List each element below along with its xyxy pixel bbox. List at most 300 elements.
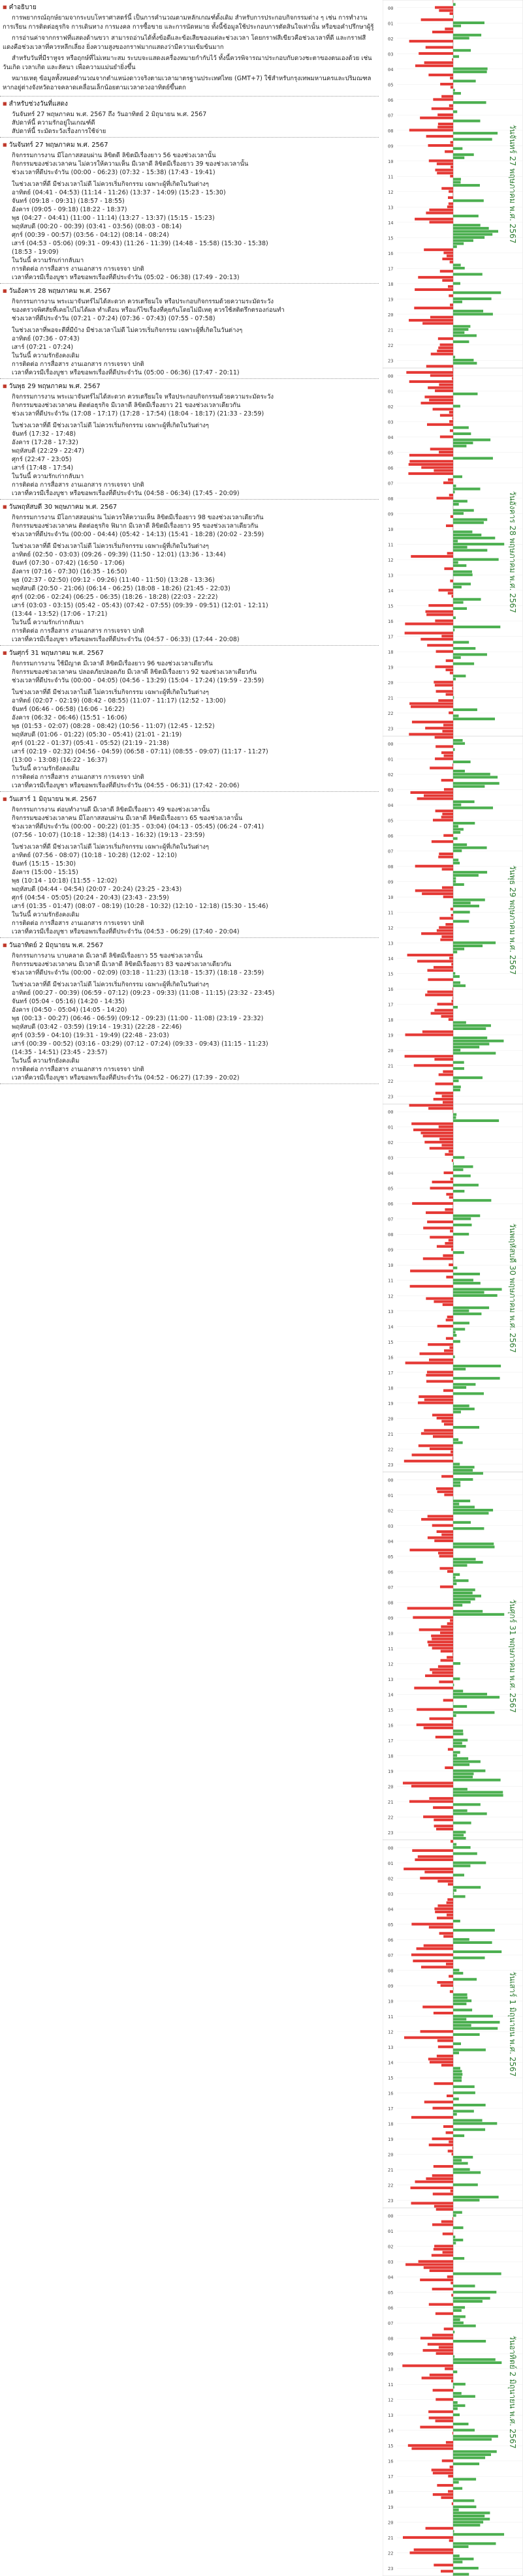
hour-tick-label: 16	[388, 250, 394, 256]
value-bar	[449, 294, 453, 297]
value-bar	[448, 2475, 453, 2478]
value-bar	[425, 1674, 453, 1677]
value-bar	[453, 1512, 488, 1515]
value-bar	[429, 399, 453, 401]
hour-tick-label: 17	[388, 1370, 394, 1376]
value-bar	[453, 491, 455, 493]
hour-tick-label: 14	[388, 2428, 394, 2434]
value-bar	[453, 2042, 461, 2045]
value-bar	[453, 22, 484, 24]
day-detail-line: อาทิตย์ (02:50 - 03:03) (09:26 - 09:39) (11:50 - 12:01) (13:36 - 13:44)	[12, 551, 226, 558]
day-detail-line: การติดต่อ การสื่อสาร งานเอกสาร การเจรจา ปกติ	[12, 774, 144, 781]
value-bar	[453, 975, 460, 978]
value-bar	[453, 945, 483, 947]
value-bar	[453, 2521, 483, 2523]
hour-tick-label: 23	[388, 1462, 394, 1468]
value-bar	[453, 1307, 489, 1309]
day-section	[0, 138, 379, 284]
hour-tick-label: 02	[388, 1876, 394, 1882]
hour-tick-label: 11	[388, 2382, 394, 2388]
value-bar	[417, 960, 453, 962]
value-bar	[453, 1312, 481, 1315]
value-bar	[421, 1518, 453, 1521]
hour-tick-label: 04	[388, 1171, 394, 1177]
value-bar	[453, 2506, 476, 2508]
hour-tick-label: 08	[388, 864, 394, 870]
value-bar	[453, 2401, 458, 2404]
value-bar	[429, 2303, 453, 2306]
day-summary-line: ช่วงเวลาที่ดีประจำวัน (17:08 - 17:17) (17:28 - 17:54) (18:04 - 18:17) (21:33 - 23:59)	[12, 410, 264, 417]
value-bar	[427, 644, 453, 646]
value-bar	[423, 2349, 453, 2352]
value-bar	[453, 178, 461, 181]
value-bar	[441, 187, 453, 190]
value-bar	[453, 2518, 490, 2521]
value-bar	[443, 481, 453, 484]
value-bar	[434, 2165, 453, 2168]
value-bar	[441, 2220, 453, 2223]
value-bar	[443, 1070, 453, 1073]
value-bar	[403, 2536, 453, 2539]
value-bar	[430, 2269, 453, 2272]
value-bar	[445, 1153, 453, 1156]
hour-tick-label: 11	[388, 2014, 394, 2020]
day-summary-line: กิจกรรมของช่วงเวลาคน ไม่ควรให้ความเห็น มีเวลาดี ลิขิตมีเรื่องยาว 39 ของช่วงเวลานั้น	[12, 160, 249, 168]
hour-tick-label: 13	[388, 573, 394, 579]
value-bar	[434, 1300, 453, 1303]
value-bar	[411, 2447, 453, 2450]
value-bar	[439, 384, 453, 386]
value-bar	[453, 598, 481, 601]
value-bar	[453, 776, 498, 778]
value-bar	[453, 2211, 462, 2214]
value-bar	[453, 2297, 490, 2299]
value-bar	[438, 2046, 453, 2048]
value-bar	[448, 2490, 453, 2493]
day-date: ■ วันอังคาร 28 พฤษภาคม พ.ศ. 2567	[3, 286, 375, 296]
value-bar	[453, 2386, 454, 2389]
value-bar	[452, 988, 453, 990]
value-bar	[427, 1371, 453, 1373]
value-bar	[453, 2015, 493, 2018]
value-bar	[453, 1969, 459, 1971]
hour-tick-label: 19	[388, 297, 394, 303]
value-bar	[453, 2257, 464, 2260]
value-bar	[419, 1628, 453, 1631]
value-bar	[449, 2539, 453, 2542]
value-bar	[453, 543, 504, 545]
hour-tick-label: 19	[388, 1033, 394, 1038]
value-bar	[445, 669, 453, 671]
value-bar	[453, 1506, 475, 1508]
value-bar	[433, 2472, 453, 2474]
day-detail-line: การติดต่อ การสื่อสาร งานเอกสาร การเจรจา ปกติ	[12, 361, 144, 368]
value-bar	[453, 3, 456, 6]
value-bar	[453, 1729, 463, 1732]
value-bar	[453, 2545, 468, 2548]
value-bar	[443, 723, 453, 726]
value-bar	[446, 1193, 453, 1196]
day-summary-line: กิจกรรมของช่วงเวลาคน ติดต่อธุรกิจ ฟิมาก มีเวลาดี ลิขิตมีเรื่องยาว 95 ของช่วงเวลาเดียวกัน	[12, 523, 259, 530]
value-bar	[453, 972, 455, 975]
value-bar	[453, 297, 492, 300]
value-bar	[429, 209, 453, 211]
value-bar	[434, 2082, 453, 2085]
value-bar	[453, 16, 454, 18]
value-bar	[450, 12, 453, 15]
value-bar	[447, 1898, 453, 1901]
hour-tick-label: 03	[388, 52, 394, 57]
value-bar	[453, 941, 496, 944]
value-bar	[436, 1092, 453, 1095]
intro-paragraph: หมายเหตุ ข้อมูลทั้งหมดคำนวณจากตำแหน่งดาวจริงตามเวลามาตรฐานประเทศไทย (GMT+7) ใช้สำหรับกรุงเทพมหานครและปริมณฑล หากอยู่ต่างจังหวัดอาจคลาดเคลื่อนเล็กน้อยตามเวลาดวงอาทิตย์ขึ้นตก	[3, 75, 372, 91]
value-bar	[453, 920, 469, 922]
value-bar	[433, 2107, 453, 2110]
value-bar	[453, 2414, 460, 2416]
value-bar	[428, 74, 453, 76]
value-bar	[413, 1616, 453, 1619]
value-bar	[451, 914, 453, 917]
value-bar	[453, 2487, 462, 2490]
value-bar	[453, 2122, 497, 2125]
day-detail-line: อังคาร (04:50 - 05:04) (14:05 - 14:20)	[12, 1007, 127, 1014]
value-bar	[453, 1999, 471, 2002]
hour-tick-label: 14	[388, 1692, 394, 1698]
value-bar	[453, 877, 456, 880]
value-bar	[445, 923, 453, 926]
value-bar	[433, 819, 453, 821]
day-section	[0, 284, 379, 379]
value-bar	[428, 144, 453, 147]
value-bar	[439, 9, 453, 12]
value-bar	[412, 721, 453, 723]
value-bar	[453, 1080, 459, 1082]
hour-tick-label: 22	[388, 342, 394, 348]
day-detail-line: พฤหัสบดี (01:06 - 01:22) (05:30 - 05:41) (21:01 - 21:19)	[12, 731, 182, 738]
value-bar	[447, 1902, 453, 1904]
day-detail-line: ในช่วงเวลาที่พอจะดีที่มีบ้าง มีช่วงเวลาไม่ดี ไม่ควรเริ่มกิจกรรม เฉพาะผู้ที่เกิดในวันต่างๆ	[12, 327, 243, 334]
day-detail-line: ในวันนี้ ความรักยังคงเดิม	[12, 911, 80, 918]
value-bar	[451, 2380, 453, 2382]
day-detail-line: อาทิตย์ (07:36 - 07:43)	[12, 335, 80, 342]
hour-tick-label: 08	[388, 1232, 394, 1238]
value-bar	[453, 2067, 460, 2070]
value-bar	[453, 843, 467, 846]
value-bar	[453, 1469, 473, 1472]
value-bar	[443, 251, 453, 254]
value-bar	[421, 932, 453, 935]
value-bar	[426, 2527, 453, 2530]
value-bar	[449, 1150, 453, 1153]
value-bar	[453, 1846, 471, 1849]
value-bar	[413, 1129, 453, 1131]
value-bar	[425, 993, 453, 996]
value-bar	[444, 788, 453, 791]
value-bar	[424, 249, 453, 251]
value-bar	[449, 1264, 453, 1266]
day-detail-line: พฤหัสบดี (20:50 - 21:06) (06:14 - 06:25) (18:08 - 18:26) (21:45 - 22:03)	[12, 585, 230, 592]
value-bar	[453, 871, 487, 873]
value-bar	[453, 1779, 501, 1781]
hour-tick-label: 11	[388, 910, 394, 916]
value-bar	[411, 705, 453, 708]
value-bar	[453, 273, 483, 275]
hour-tick-label: 08	[388, 1600, 394, 1606]
hour-tick-label: 01	[388, 757, 394, 763]
intro-heading: ■ คำอธิบาย	[3, 3, 375, 12]
value-bar	[453, 1837, 466, 1840]
day-label: วันอังคาร 28 พฤษภาคม พ.ศ. 2567	[508, 491, 517, 613]
value-bar	[435, 620, 453, 622]
hour-tick-label: 23	[388, 358, 394, 364]
value-bar	[453, 1810, 468, 1812]
hour-tick-label: 07	[388, 1217, 394, 1222]
hour-tick-label: 22	[388, 2551, 394, 2556]
value-bar	[453, 1950, 501, 1953]
value-bar	[453, 341, 469, 343]
hour-tick-label: 09	[388, 1615, 394, 1621]
value-bar	[439, 1567, 453, 1569]
day-summary-line: ของตรวจพิศสัยที่เคยไปไม่ได้ผล ทำเดือน หรือแก้ไขเรื่องที่คุยกันโดยไม่มีเหตุ ควรใช้สติตรึกตรองก่อนทำ	[12, 307, 285, 314]
value-bar	[453, 1613, 504, 1616]
summary-line: สัปดาห์นี้ ระมัดระวังเรื่องการใช้จ่าย	[12, 128, 106, 135]
value-bar	[418, 276, 453, 279]
value-bar	[436, 497, 453, 500]
value-bar	[453, 573, 473, 576]
value-bar	[444, 1350, 453, 1352]
value-bar	[452, 764, 453, 766]
value-bar	[423, 1226, 453, 1229]
hour-tick-label: 19	[388, 1401, 394, 1406]
value-bar	[453, 503, 459, 506]
value-bar	[451, 141, 453, 144]
day-section	[0, 379, 379, 500]
value-bar	[414, 1687, 453, 1690]
value-bar	[453, 653, 487, 656]
value-bar	[437, 1491, 453, 1493]
value-bar	[453, 432, 471, 435]
hour-tick-label: 05	[388, 82, 394, 88]
day-section	[0, 646, 379, 792]
value-bar	[424, 61, 453, 64]
day-detail-line: เวลาที่ควรมีเรื่องบูชา หรือขอพรเรื่องที่ดีประจำวัน (05:00 - 06:36) (17:47 - 20:11)	[12, 369, 240, 376]
value-bar	[453, 564, 466, 567]
value-bar	[437, 2055, 453, 2057]
hour-tick-label: 20	[388, 1048, 394, 1054]
value-bar	[453, 2183, 478, 2186]
value-bar	[443, 1101, 453, 1104]
value-bar	[453, 110, 457, 113]
value-bar	[453, 2340, 486, 2342]
value-bar	[404, 1460, 453, 1462]
value-bar	[453, 2008, 472, 2011]
value-bar	[453, 2450, 497, 2453]
value-bar	[430, 1147, 453, 1149]
value-bar	[430, 1236, 453, 1239]
value-bar	[437, 350, 453, 352]
hour-tick-label: 05	[388, 1922, 394, 1928]
value-bar	[429, 1359, 453, 1361]
day-detail-line: อาทิตย์ (02:07 - 02:19) (08:42 - 08:55) (11:07 - 11:17) (12:52 - 13:00)	[12, 697, 226, 705]
value-bar	[453, 457, 493, 459]
hour-tick-label: 07	[388, 113, 394, 119]
value-bar	[453, 1006, 458, 1008]
value-bar	[453, 2079, 462, 2082]
value-bar	[452, 1110, 453, 1113]
value-bar	[452, 997, 453, 999]
value-bar	[415, 2181, 453, 2183]
value-bar	[443, 1699, 453, 1701]
value-bar	[417, 1723, 453, 1726]
value-bar	[442, 279, 453, 282]
value-bar	[453, 242, 464, 245]
value-bar	[453, 1484, 460, 1487]
day-detail-line: ศุกร์ (04:54 - 05:05) (20:24 - 20:43) (23:43 - 23:59)	[12, 894, 169, 902]
day-detail-line: การติดต่อ การสื่อสาร งานเอกสาร การเจรจา ปกติ	[12, 628, 144, 635]
value-bar	[453, 662, 474, 665]
value-bar	[424, 1945, 453, 1947]
value-bar	[453, 1165, 473, 1168]
value-bar	[435, 389, 453, 392]
value-bar	[453, 800, 475, 803]
value-bar	[409, 1800, 453, 1803]
hour-tick-label: 06	[388, 97, 394, 103]
value-bar	[432, 1181, 453, 1183]
hour-tick-label: 10	[388, 1263, 394, 1269]
value-bar	[453, 1714, 456, 1717]
value-bar	[451, 2294, 453, 2296]
value-bar	[453, 1168, 463, 1171]
value-bar	[453, 1162, 454, 1165]
value-bar	[432, 1524, 453, 1526]
value-bar	[453, 626, 500, 628]
value-bar	[421, 1965, 453, 1968]
value-bar	[438, 1665, 453, 1668]
value-bar	[453, 25, 461, 27]
value-bar	[453, 1598, 475, 1600]
hour-tick-label: 02	[388, 2244, 394, 2250]
value-bar	[453, 1273, 480, 1275]
value-bar	[453, 641, 469, 644]
value-bar	[453, 748, 455, 751]
value-bar	[439, 1932, 453, 1935]
day-detail-line: จันทร์ (09:18 - 09:31) (18:57 - 18:55)	[12, 198, 125, 205]
value-bar	[453, 2423, 468, 2425]
value-bar	[419, 1395, 453, 1398]
hour-tick-label: 12	[388, 2397, 394, 2403]
value-bar	[453, 230, 498, 233]
value-bar	[423, 1815, 453, 1818]
value-bar	[426, 135, 453, 138]
value-bar	[453, 1772, 473, 1775]
day-detail-line: ศุกร์ (03:59 - 04:10) (19:31 - 19:49) (22:48 - 23:03)	[12, 1032, 169, 1039]
value-bar	[436, 2398, 453, 2401]
hour-tick-label: 09	[388, 144, 394, 149]
hour-tick-label: 23	[388, 1830, 394, 1836]
intro-paragraph: การพยากรณ์ฤกษ์ยามจากระบบโหราศาสตร์นี้ เป็นการคำนวณตามหลักเกณฑ์ดั้งเดิม สำหรับการประกอบกิจกรรมต่าง ๆ เช่น การทำงาน การเรียน การติดต่อธุรกิจ การเดินทาง การมงคล การซื้อขาย และการนัดหมาย ทั้งนี้ข้อมูลใช้ประกอบการตัดสินใจเท่านั้น หรือขอคำปรึกษาผู้รู้	[3, 14, 374, 31]
value-bar	[449, 1196, 453, 1198]
value-bar	[437, 126, 453, 129]
value-bar	[428, 978, 453, 981]
value-bar	[453, 1224, 472, 1226]
value-bar	[453, 2134, 464, 2137]
value-bar	[439, 1125, 453, 1128]
value-bar	[417, 797, 453, 800]
value-bar	[430, 1668, 453, 1671]
value-bar	[429, 2417, 453, 2419]
day-detail-line: ศุกร์ (22:47 - 23:05)	[12, 456, 72, 463]
hour-tick-label: 05	[388, 1186, 394, 1192]
value-bar	[453, 2110, 474, 2112]
value-bar	[414, 2549, 453, 2551]
hour-tick-label: 18	[388, 1386, 394, 1391]
value-bar	[453, 1267, 457, 1269]
value-bar	[448, 592, 453, 594]
value-bar	[450, 1990, 453, 1993]
value-bar	[453, 1751, 460, 1753]
value-bar	[411, 1954, 453, 1956]
value-bar	[448, 1883, 453, 1886]
hour-tick-label: 20	[388, 2152, 394, 2158]
value-bar	[452, 193, 453, 196]
day-detail-line: อาทิตย์ (04:41 - 04:53) (11:14 - 11:26) (13:37 - 14:09) (15:23 - 15:30)	[12, 189, 226, 196]
value-bar	[433, 408, 453, 410]
day-detail-line: เวลาที่ควรมีเรื่องบูชา หรือขอพรเรื่องที่ดีประจำวัน (04:57 - 06:33) (17:44 - 20:08)	[12, 636, 240, 643]
value-bar	[453, 1377, 500, 1380]
value-bar	[453, 2098, 459, 2100]
value-bar	[453, 359, 473, 361]
forecast-chart	[383, 0, 523, 2576]
value-bar	[438, 123, 453, 125]
value-bar	[453, 328, 468, 331]
value-bar	[451, 1840, 453, 1843]
hour-tick-label: 13	[388, 2413, 394, 2419]
value-bar	[443, 1389, 453, 1392]
value-bar	[426, 1297, 453, 1300]
value-bar	[452, 417, 453, 419]
value-bar	[419, 1444, 453, 1447]
summary-section	[0, 97, 379, 138]
value-bar	[453, 2113, 457, 2115]
value-bar	[453, 1739, 468, 1742]
value-bar	[441, 635, 453, 637]
value-bar	[424, 2100, 453, 2103]
hour-tick-label: 21	[388, 327, 394, 333]
value-bar	[430, 220, 453, 223]
value-bar	[453, 442, 473, 444]
value-bar	[453, 2356, 454, 2358]
day-list	[0, 138, 379, 1084]
value-bar	[405, 1361, 453, 1364]
value-bar	[448, 478, 453, 481]
value-bar	[453, 2119, 483, 2122]
value-bar	[452, 2502, 453, 2505]
value-bar	[439, 853, 453, 855]
value-bar	[453, 1061, 464, 1064]
value-bar	[453, 2003, 466, 2005]
hour-tick-label: 04	[388, 1539, 394, 1545]
value-bar	[436, 690, 453, 693]
value-bar	[437, 1981, 453, 1984]
value-bar	[428, 386, 453, 389]
value-bar	[440, 939, 453, 941]
value-bar	[432, 1647, 453, 1650]
day-detail-line: ในวันนี้ ความรักยังคงเดิม	[12, 1057, 80, 1065]
value-bar	[453, 1794, 503, 1796]
value-bar	[430, 766, 453, 769]
value-bar	[437, 2039, 453, 2042]
value-bar	[444, 2327, 453, 2330]
